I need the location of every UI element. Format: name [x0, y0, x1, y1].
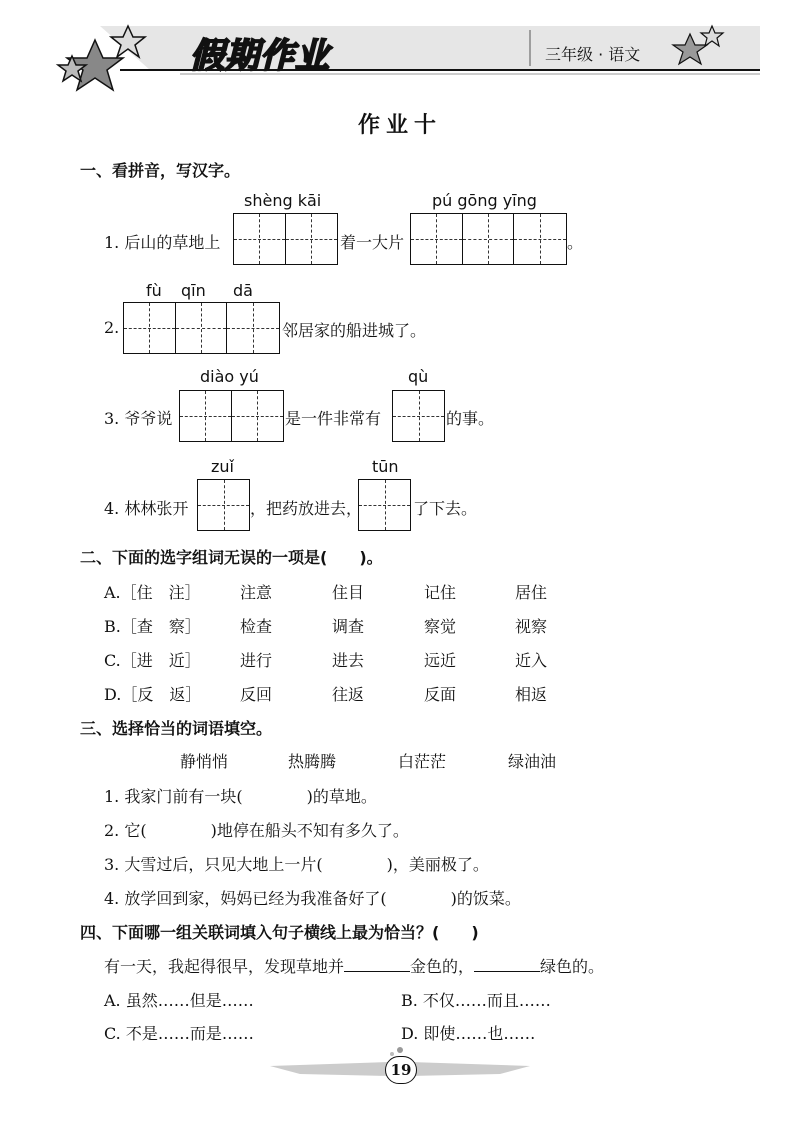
- choice-d: D. 即使……也……: [401, 1024, 536, 1043]
- option-row-d-word: 往返: [332, 685, 365, 704]
- q1-pinyin-a: shèng kāi: [244, 191, 322, 210]
- writing-cell[interactable]: [180, 391, 232, 441]
- option-row-b-word: 调查: [332, 617, 365, 636]
- q1-suffix: 。: [567, 233, 584, 252]
- q2-pinyin-1: fù: [146, 281, 162, 300]
- q1-writing-grid-b[interactable]: [410, 213, 567, 265]
- star-icon-left: [58, 26, 145, 90]
- word-bank-item: 静悄悄: [180, 752, 229, 771]
- option-row-c-word: 进去: [332, 651, 365, 670]
- option-row-d-label: D.［反 返］: [104, 685, 202, 704]
- writing-cell[interactable]: [176, 303, 228, 353]
- option-row-c-word: 远近: [424, 651, 457, 670]
- option-row-d-word: 相返: [515, 685, 548, 704]
- option-row-a-word: 注意: [240, 583, 273, 602]
- sentence-part-b: 金色的，: [410, 957, 475, 976]
- word-bank-item: 白茫茫: [398, 752, 447, 771]
- fill-sentence-4: 4. 放学回到家，妈妈已经为我准备好了( )的饭菜。: [104, 889, 521, 908]
- option-row-b-word: 视察: [515, 617, 548, 636]
- option-row-c-label: C.［进 近］: [104, 651, 201, 670]
- option-row-a-label: A.［住 注］: [104, 583, 201, 602]
- writing-cell[interactable]: [124, 303, 176, 353]
- choice-b: B. 不仅……而且……: [401, 991, 551, 1010]
- q3-middle: 是一件非常有: [285, 409, 382, 428]
- option-row-c-word: 近入: [515, 651, 548, 670]
- page-title: 作业十: [357, 112, 442, 138]
- writing-cell[interactable]: [232, 391, 284, 441]
- grade-subject-label: 三年级 · 语文: [545, 45, 641, 64]
- fill-sentence-2: 2. 它( )地停在船头不知有多久了。: [104, 821, 409, 840]
- q1-prefix: 1. 后山的草地上: [104, 233, 221, 252]
- q3-writing-grid-b[interactable]: [392, 390, 445, 442]
- writing-cell[interactable]: [234, 214, 286, 264]
- writing-cell[interactable]: [359, 480, 410, 530]
- section1-heading: 一、看拼音，写汉字。: [80, 161, 241, 180]
- fill-sentence-1: 1. 我家门前有一块( )的草地。: [104, 787, 377, 806]
- writing-cell[interactable]: [227, 303, 279, 353]
- page-number: 19: [385, 1056, 417, 1084]
- sentence-part-a: 有一天，我起得很早，发现草地并: [104, 957, 345, 976]
- answer-blank[interactable]: [474, 955, 540, 972]
- choice-c: C. 不是……而是……: [104, 1024, 254, 1043]
- q3-prefix: 3. 爷爷说: [104, 409, 173, 428]
- section3-heading: 三、选择恰当的词语填空。: [80, 719, 273, 738]
- q3-suffix: 的事。: [446, 409, 495, 428]
- q3-pinyin-b: qù: [408, 367, 429, 386]
- q1-middle: 着一大片: [340, 233, 405, 252]
- section4-heading: 四、下面哪一组关联词填入句子横线上最为恰当？( ): [80, 923, 479, 942]
- q4-writing-grid-a[interactable]: [197, 479, 250, 531]
- q2-pinyin-2: qīn: [181, 281, 206, 300]
- option-row-b-label: B.［查 察］: [104, 617, 201, 636]
- word-bank-item: 绿油油: [508, 752, 557, 771]
- option-row-a-word: 住目: [332, 583, 365, 602]
- answer-blank[interactable]: [344, 955, 410, 972]
- q1-writing-grid-a[interactable]: [233, 213, 338, 265]
- writing-cell[interactable]: [393, 391, 444, 441]
- section2-heading: 二、下面的选字组词无误的一项是( )。: [80, 548, 383, 567]
- q4-prefix: 4. 林林张开: [104, 499, 189, 518]
- conjunction-sentence: [104, 954, 604, 977]
- writing-cell[interactable]: [286, 214, 338, 264]
- q1-pinyin-b: pú gōng yīng: [432, 191, 537, 210]
- choice-a: A. 虽然……但是……: [104, 991, 254, 1010]
- q2-pinyin-3: dā: [233, 281, 253, 300]
- option-row-b-word: 检查: [240, 617, 273, 636]
- option-row-d-word: 反面: [424, 685, 457, 704]
- q3-writing-grid-a[interactable]: [179, 390, 284, 442]
- writing-cell[interactable]: [463, 214, 515, 264]
- q4-writing-grid-b[interactable]: [358, 479, 411, 531]
- writing-cell[interactable]: [411, 214, 463, 264]
- writing-cell[interactable]: [198, 480, 249, 530]
- sentence-part-c: 绿色的。: [540, 957, 605, 976]
- q3-pinyin-a: diào yú: [200, 367, 259, 386]
- q2-writing-grid[interactable]: [123, 302, 280, 354]
- workbook-title: 假期作业: [190, 36, 330, 76]
- q4-middle: ，把药放进去，: [250, 499, 363, 518]
- q2-prefix: 2.: [104, 318, 120, 337]
- writing-cell[interactable]: [514, 214, 566, 264]
- q4-pinyin-a: zuǐ: [211, 457, 234, 476]
- option-row-a-word: 居住: [515, 583, 548, 602]
- option-row-a-word: 记住: [424, 583, 457, 602]
- q4-suffix: 了下去。: [413, 499, 478, 518]
- header-decoration: [0, 0, 800, 100]
- word-bank-item: 热腾腾: [288, 752, 337, 771]
- option-row-b-word: 察觉: [424, 617, 457, 636]
- q4-pinyin-b: tūn: [372, 457, 399, 476]
- fill-sentence-3: 3. 大雪过后，只见大地上一片( )，美丽极了。: [104, 855, 489, 874]
- option-row-c-word: 进行: [240, 651, 273, 670]
- option-row-d-word: 反回: [240, 685, 273, 704]
- q2-suffix: 邻居家的船进城了。: [282, 321, 427, 340]
